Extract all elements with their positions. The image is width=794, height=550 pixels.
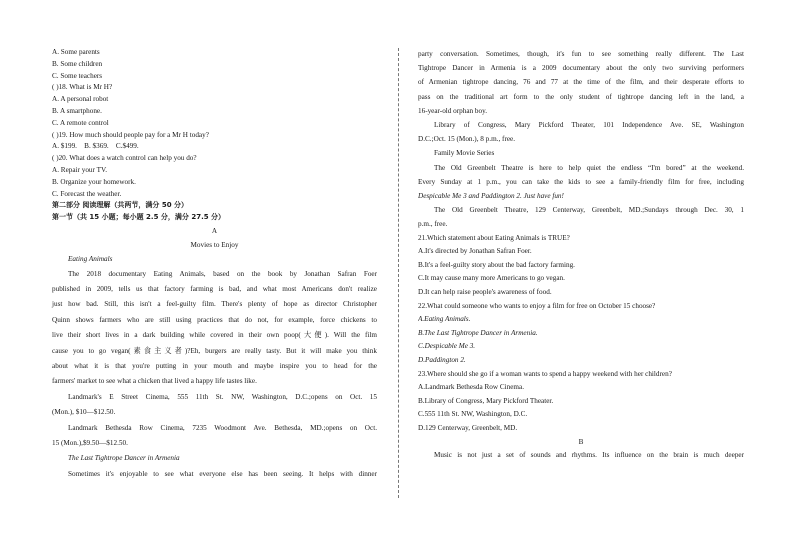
- movie2-line: party conversation. Sometimes, though, it's fun to see something really different. The Last: [418, 50, 744, 58]
- left-column: [52, 47, 377, 482]
- section-title: 第二部分 阅读理解（共两节，满分 50 分）: [52, 201, 189, 210]
- q20-option-a: A. Repair your TV.: [52, 165, 108, 174]
- q20-option-c: C. Forecast the weather.: [52, 189, 122, 198]
- right-column: [418, 47, 744, 463]
- q17-option-c: C. Some teachers: [52, 71, 103, 80]
- q21-option-c: C.It may cause many more Americans to go vegan.: [418, 274, 565, 283]
- movie1-line: published in 2009, tells us that factory farming is bad, and what most Americans don't realize: [52, 284, 377, 293]
- q21-option-b: B.It's a feel-guilty story about the bad factory farming.: [418, 260, 575, 269]
- movie2-title: The Last Tightrope Dancer in Armenia: [68, 454, 180, 463]
- family-movie-series-title: Family Movie Series: [434, 149, 495, 158]
- q23-option-d: D.129 Centerway, Greenbelt, MD.: [418, 423, 518, 432]
- q21-option-a: A.It's directed by Jonathan Safran Foer.: [418, 247, 532, 256]
- movie1-line: cause you to go vegan(素食主义者)?Eh, burgers are really tasty. But it will make you think: [52, 346, 377, 355]
- q17-option-a: A. Some parents: [52, 48, 100, 56]
- movie3-line: The Old Greenbelt Theatre is here to help quiet the endless “I'm bored” at the weekend.: [434, 163, 744, 172]
- movie1-line: farmers' market to see what a chicken that lived a happy life tastes like.: [52, 377, 257, 386]
- q20-stem: ( )20. What does a watch control can help you do?: [52, 154, 197, 163]
- q20-option-b: B. Organize your homework.: [52, 177, 136, 186]
- movie1-line: live their short lives in a dark building while covered in their own poop(大便). Will the film: [52, 331, 377, 340]
- venue4-line: p.m., free.: [418, 220, 448, 229]
- q19-stem: ( )19. How much should people pay for a Mr H today?: [52, 130, 209, 139]
- movie2-line: of Armenian tightrope dancing, 76 and 77 at the time of the film, and their desperate efforts to: [418, 78, 744, 87]
- movie1-paragraph: [52, 267, 377, 483]
- passage-letter: A: [211, 226, 218, 235]
- movie2-line: pass on the traditional art form to the only student of tightrope dancing left in the land, a: [418, 92, 744, 101]
- movie2-line: Sometimes it's enjoyable to see what everyone else has been seeing. It helps with dinner: [68, 469, 377, 478]
- q23-option-a: A.Landmark Bethesda Row Cinema.: [418, 383, 524, 392]
- q17-option-b: B. Some children: [52, 59, 103, 68]
- passage-b-letter: B: [578, 437, 584, 446]
- venue3-line: D.C.;Oct. 15 (Mon.), 8 p.m., free.: [418, 135, 516, 144]
- subsection-title: 第一节（共 15 小题；每小题 2.5 分，满分 27.5 分）: [52, 213, 226, 222]
- venue1-line: (Mon.), $10—$12.50.: [52, 408, 116, 417]
- passage-title: Movies to Enjoy: [190, 241, 239, 250]
- venue3-line: Library of Congress, Mary Pickford Theater, 101 Independence Ave. SE, Washington: [434, 121, 744, 130]
- q22-option-a: A.Eating Animals.: [418, 315, 471, 324]
- venue4-line: The Old Greenbelt Theatre, 129 Centerway, Greenbelt, MD.;Sundays through Dec. 30, 1: [434, 206, 744, 215]
- venue2-line: Landmark Bethesda Row Cinema, 7235 Woodmont Ave. Bethesda, MD.;opens on Oct.: [68, 423, 377, 432]
- q21-option-d: D.It can help raise people's awareness of food.: [418, 288, 552, 297]
- questions: [418, 232, 744, 463]
- q23-option-b: B.Library of Congress, Mary Pickford Theater.: [418, 396, 554, 405]
- q18-option-c: C. A remote control: [52, 118, 109, 127]
- movie3-line: Every Sunday at 1 p.m., you can take the kids to see a family-friendly film for free, including: [418, 177, 744, 186]
- column-divider: [398, 48, 399, 498]
- q22-stem: 22.What could someone who wants to enjoy a film for free on October 15 choose?: [418, 301, 656, 310]
- q22-option-d: D.Paddington 2.: [418, 355, 466, 364]
- movie2-line: 16-year-old orphan boy.: [418, 106, 488, 115]
- movie1-line: about what it is that you're putting in your mouth and maybe inspire you to head for the: [52, 362, 377, 370]
- q22-option-b: B.The Last Tightrope Dancer in Armenia.: [418, 328, 538, 337]
- q18-option-b: B. A smartphone.: [52, 106, 102, 115]
- q23-stem: 23.Where should she go if a woman wants to spend a happy weekend with her children?: [418, 369, 672, 378]
- movie1-line: just how bad. Still, this isn't a feel-guilty film. There's plenty of hope as director Christopher: [52, 300, 377, 309]
- passage-b-line: Music is not just a set of sounds and rhythms. Its influence on the brain is much deeper: [434, 451, 744, 460]
- movie2-paragraph: [418, 47, 744, 232]
- movie2-line: Tightrope Dancer in Armenia is a 2009 documentary about the only two surviving performers: [418, 64, 744, 73]
- q22-option-c: C.Despicable Me 3.: [418, 342, 476, 351]
- movie1-line: Quinn shows farmers who are still using practices that do not, for example, force chickens to: [52, 315, 377, 324]
- q19-options: A. $199. B. $369. C.$499.: [52, 142, 139, 151]
- movie1-title: Eating Animals: [68, 255, 113, 264]
- movie3-line: Despicable Me 3 and Paddington 2. Just have fun!: [418, 192, 564, 201]
- venue1-line: Landmark's E Street Cinema, 555 11th St. NW, Washington, D.C.;opens on Oct. 15: [68, 392, 377, 401]
- q21-stem: 21.Which statement about Eating Animals is TRUE?: [418, 233, 570, 242]
- q23-option-c: C.555 11th St. NW, Washington, D.C.: [418, 410, 528, 419]
- q18-stem: ( )18. What is Mr H?: [52, 83, 113, 92]
- movie1-line: The 2018 documentary Eating Animals, based on the book by Jonathan Safran Foer: [68, 269, 377, 278]
- venue2-line: 15 (Mon.),$9.50—$12.50.: [52, 439, 128, 448]
- q18-option-a: A. A personal robot: [52, 95, 109, 104]
